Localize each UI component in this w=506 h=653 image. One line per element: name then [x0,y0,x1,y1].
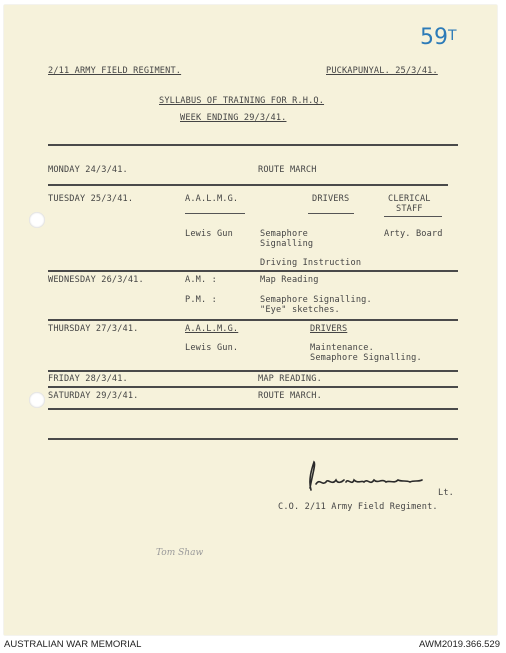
day-thursday: THURSDAY 27/3/41. [48,324,139,334]
handwritten-signature [302,458,432,498]
document-page [4,5,497,635]
divider-line [48,438,458,440]
annotation-suffix: T [448,28,457,44]
tuesday-clerical-arty-board: Arty. Board [384,229,443,239]
footer-accession-number: AWM2019.366.529 [419,639,500,650]
signature-title: C.O. 2/11 Army Field Regiment. [278,502,438,512]
signature-rank: Lt. [438,488,454,498]
footer-institution: AUSTRALIAN WAR MEMORIAL [4,639,142,650]
week-ending: WEEK ENDING 29/3/41. [180,113,287,123]
day-friday: FRIDAY 28/3/41. [48,374,128,384]
tuesday-col-clerical: CLERICAL [388,194,431,204]
thursday-drivers-semaphore: Semaphore Signalling. [310,353,422,363]
divider-line [48,184,448,186]
wednesday-am-activity: Map Reading [260,275,319,285]
thursday-col-drivers: DRIVERS [310,324,348,334]
tuesday-col-aalmg: A.A.L.M.G. [185,194,239,204]
wednesday-pm-label: P.M. : [185,295,217,305]
tuesday-col-staff: STAFF [396,204,423,214]
wednesday-pm-activity-2: "Eye" sketches. [260,305,340,315]
divider-line [48,370,458,372]
divider-line [48,144,458,146]
tuesday-driving-instruction: Driving Instruction [260,258,362,268]
thursday-drivers-maintenance: Maintenance. [310,343,374,353]
unit-heading: 2/11 ARMY FIELD REGIMENT. [48,66,182,76]
pencil-note: Tom Shaw [156,548,204,558]
tuesday-aalmg-lewis-gun: Lewis Gun [185,229,233,239]
day-monday: MONDAY 24/3/41. [48,165,128,175]
wednesday-pm-activity-1: Semaphore Signalling. [260,295,372,305]
day-tuesday: TUESDAY 25/3/41. [48,194,134,204]
divider-line [48,319,458,321]
friday-activity: MAP READING. [258,374,322,384]
column-underline [308,213,354,214]
day-saturday: SATURDAY 29/3/41. [48,391,139,401]
tuesday-drivers-signalling: Signalling [260,239,314,249]
monday-activity: ROUTE MARCH [258,165,317,175]
tuesday-drivers-semaphore: Semaphore [260,229,308,239]
thursday-aalmg-lewis-gun: Lewis Gun. [185,343,239,353]
annotation-number: 59 [420,25,448,50]
document-title: SYLLABUS OF TRAINING FOR R.H.Q. [159,96,325,106]
thursday-col-aalmg: A.A.L.M.G. [185,324,239,334]
column-underline [384,216,442,217]
divider-line [48,270,458,272]
place-date: PUCKAPUNYAL. 25/3/41. [326,66,438,76]
punch-hole [29,212,45,228]
day-wednesday: WEDNESDAY 26/3/41. [48,275,144,285]
punch-hole [29,392,45,408]
divider-line [48,408,458,410]
saturday-activity: ROUTE MARCH. [258,391,322,401]
tuesday-col-drivers: DRIVERS [312,194,350,204]
divider-line [48,386,458,388]
column-underline [185,213,245,214]
wednesday-am-label: A.M. : [185,275,217,285]
page-number-annotation [420,27,457,49]
